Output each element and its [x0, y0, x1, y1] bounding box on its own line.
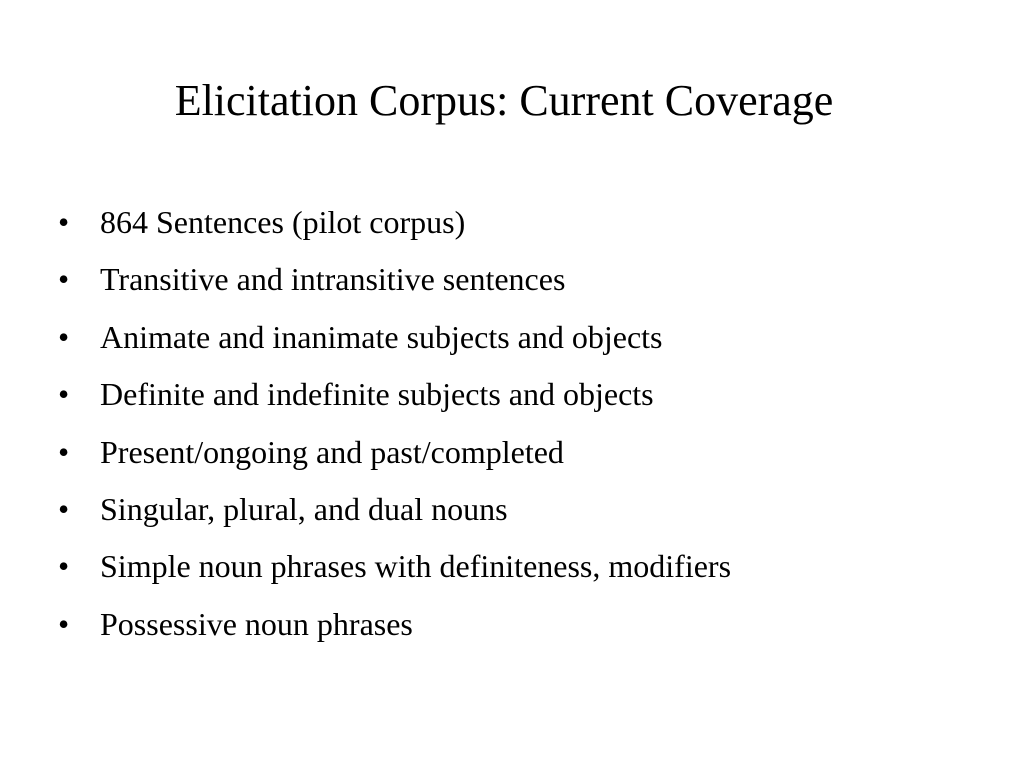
bullet-text: Singular, plural, and dual nouns [100, 490, 508, 527]
bullet-dot-icon: • [58, 204, 70, 240]
bullet-text: Simple noun phrases with definiteness, modifiers [100, 548, 732, 585]
bullet-dot-icon: • [58, 433, 70, 470]
slide-title: Elicitation Corpus: Current Coverage [174, 76, 834, 125]
bullet-text: Present/ongoing and past/completed [100, 433, 564, 470]
bullet-dot-icon: • [58, 548, 70, 585]
bullet-dot-icon: • [58, 490, 70, 527]
bullet-dot-icon: • [58, 318, 70, 355]
bullet-text: Possessive noun phrases [100, 605, 413, 642]
bullet-text: Transitive and intransitive sentences [100, 261, 566, 298]
bullet-dot-icon: • [58, 605, 70, 642]
bullet-dot-icon: • [58, 376, 70, 413]
bullet-dot-icon: • [58, 261, 70, 298]
bullet-text: Definite and indefinite subjects and objects [100, 376, 654, 413]
bullet-text: 864 Sentences (pilot corpus) [100, 204, 466, 240]
bullet-text: Animate and inanimate subjects and objects [100, 318, 663, 355]
